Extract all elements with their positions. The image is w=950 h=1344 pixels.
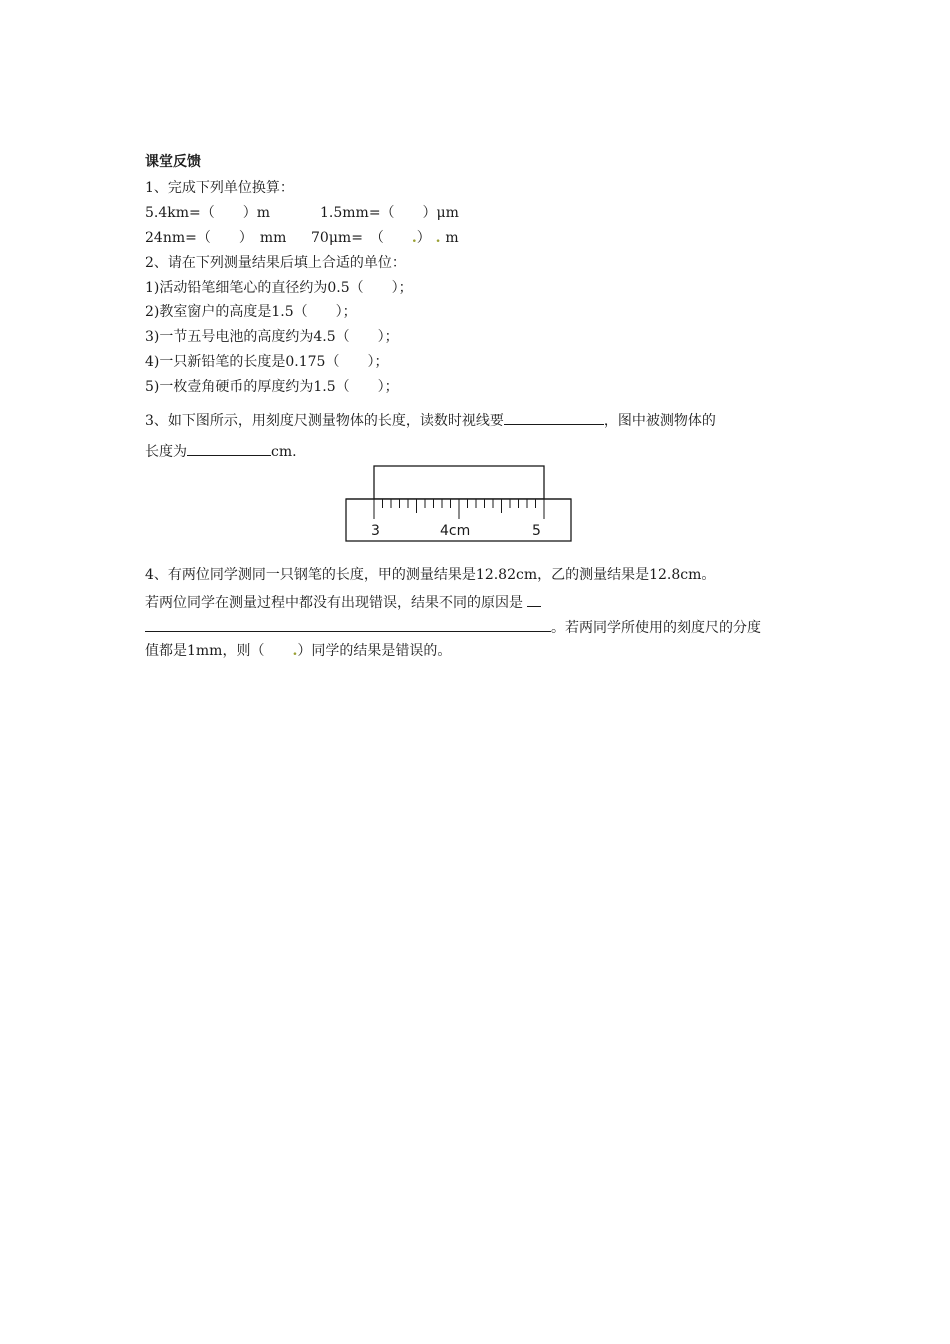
- stray-mark-icon: .: [430, 230, 446, 246]
- question-4-line-1: 4、有两位同学测同一只钢笔的长度，甲的测量结果是12.82cm，乙的测量结果是12.8cm。: [145, 567, 716, 583]
- question-2-item: 3)一节五号电池的高度约为4.5（ ）；: [145, 329, 399, 345]
- measured-object: [374, 466, 544, 499]
- conversion-nm-to-mm: 24nm=（ ） mm: [145, 230, 287, 246]
- section-title: 课堂反馈: [145, 154, 201, 170]
- answer-blank[interactable]: [187, 441, 271, 456]
- conversion-km-to-m: 5.4km=（ ）m: [145, 205, 271, 221]
- ruler-figure: [340, 462, 575, 544]
- ruler-label-4cm: 4cm: [440, 523, 471, 539]
- question-3-line-1: 3、如下图所示，用刻度尺测量物体的长度，读数时视线要 ，图中被测物体的: [145, 410, 716, 430]
- question-1-row-1: [145, 204, 459, 222]
- stray-mark-icon: .: [411, 230, 417, 246]
- question-4-line-4: 值都是1mm，则（ .）同学的结果是错误的。: [145, 643, 452, 659]
- conversion-mm-to-um: 1.5mm=（ ）μm: [320, 205, 459, 221]
- stray-mark-icon: .: [292, 643, 298, 659]
- answer-blank[interactable]: [504, 410, 604, 425]
- question-4-line-3: 。若两同学所使用的刻度尺的分度: [145, 617, 761, 637]
- question-2-item: 2)教室窗户的高度是1.5（ ）；: [145, 304, 357, 320]
- question-2-item: 4)一只新铅笔的长度是0.175（ ）；: [145, 354, 389, 370]
- question-2-item: 5)一枚壹角硬币的厚度约为1.5（ ）；: [145, 379, 399, 395]
- conversion-um-to-m: 70μm= （ .） . m: [311, 230, 459, 246]
- question-1-row-2: [145, 229, 459, 247]
- question-3-line-2: 长度为 cm.: [145, 441, 297, 461]
- question-1-prompt: 1、完成下列单位换算：: [145, 180, 294, 196]
- question-2-prompt: 2、请在下列测量结果后填上合适的单位：: [145, 255, 406, 271]
- ruler-label-3: 3: [371, 523, 380, 539]
- answer-blank[interactable]: [527, 592, 541, 607]
- ruler-label-5: 5: [532, 523, 541, 539]
- answer-blank[interactable]: [145, 617, 551, 632]
- question-4-line-2: 若两位同学在测量过程中都没有出现错误，结果不同的原因是: [145, 592, 541, 612]
- question-2-item: 1)活动铅笔细笔心的直径约为0.5（ ）；: [145, 280, 413, 296]
